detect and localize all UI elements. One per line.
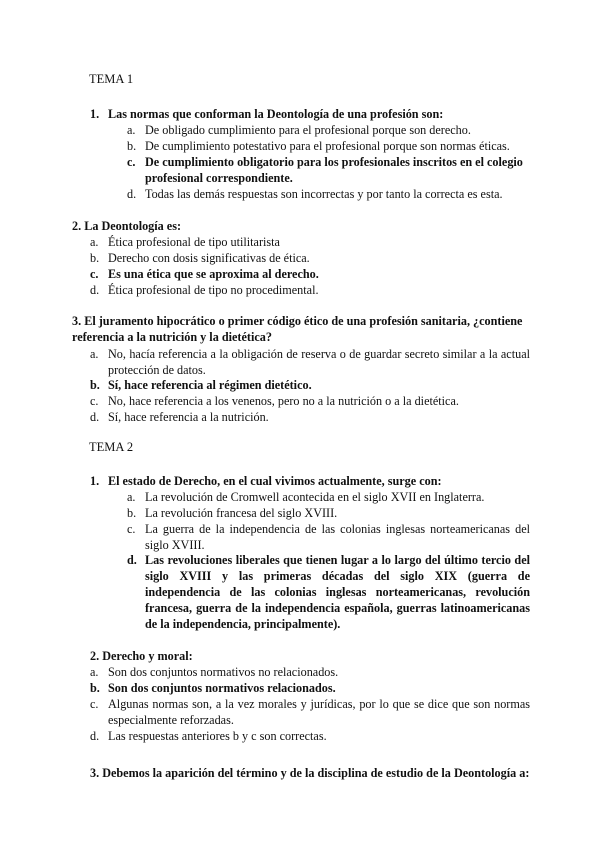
section-heading-tema-1: TEMA 1 xyxy=(89,72,134,86)
option-letter: a. xyxy=(90,235,99,249)
option-text: Son dos conjuntos normativos no relacionados. xyxy=(108,665,339,679)
option-letter: c. xyxy=(127,155,136,169)
option-letter: b. xyxy=(90,681,100,695)
option-letter: c. xyxy=(90,267,99,281)
option-letter: b. xyxy=(127,506,137,520)
option-text: De cumplimiento potestativo para el profesional porque son normas éticas. xyxy=(145,139,510,153)
option-text-correct: Es una ética que se aproxima al derecho. xyxy=(108,267,319,281)
option-text: Las respuestas anteriores b y c son correctas. xyxy=(108,729,327,743)
question-text: El estado de Derecho, en el cual vivimos actualmente, surge con: xyxy=(108,474,442,488)
option-text-correct: De cumplimiento obligatorio para los profesionales inscritos en el colegio profesional correspondiente. xyxy=(145,155,523,185)
option-letter: d. xyxy=(90,283,100,297)
option-letter: c. xyxy=(127,522,136,536)
option-text: Ética profesional de tipo no procedimental. xyxy=(108,283,319,297)
option-letter: b. xyxy=(90,251,100,265)
option-text: La revolución francesa del siglo XVIII. xyxy=(145,506,338,520)
option-text-correct: Son dos conjuntos normativos relacionados. xyxy=(108,681,336,695)
question-text: 2. Derecho y moral: xyxy=(90,649,193,663)
question-text: Las normas que conforman la Deontología de una profesión son: xyxy=(108,107,444,121)
option-text-correct: Sí, hace referencia al régimen dietético. xyxy=(108,378,312,392)
option-text: La guerra de la independencia de las colonias inglesas norteamericanas del siglo XVIII. xyxy=(145,522,530,552)
option-text: Todas las demás respuestas son incorrectas y por tanto la correcta es esta. xyxy=(145,187,503,201)
question-number: 1. xyxy=(90,474,100,488)
option-letter: b. xyxy=(127,139,137,153)
option-text: No, hacía referencia a la obligación de reserva o de guardar secreto similar a la actual protección de datos. xyxy=(108,347,530,377)
question-number: 1. xyxy=(90,107,100,121)
option-letter: a. xyxy=(127,490,136,504)
option-text-correct: Las revoluciones liberales que tienen lugar a lo largo del último tercio del siglo XVIII y las primeras décadas del siglo XIX (guerra de independencia de las colonias inglesas norteamericanas, revolución francesa, guerra de la independencia española, guerras latinoamericanas de la independencia, principalmente). xyxy=(145,553,530,631)
option-text: No, hace referencia a los venenos, pero no a la nutrición o a la dietética. xyxy=(108,394,459,408)
option-text: Ética profesional de tipo utilitarista xyxy=(108,235,280,249)
option-text: Algunas normas son, a la vez morales y jurídicas, por lo que se dice que son normas especialmente reforzadas. xyxy=(108,697,530,727)
option-letter: a. xyxy=(127,123,136,137)
option-letter: a. xyxy=(90,347,99,361)
option-letter: a. xyxy=(90,665,99,679)
option-text: Derecho con dosis significativas de ética. xyxy=(108,251,310,265)
option-letter: d. xyxy=(90,410,100,424)
option-letter: d. xyxy=(127,553,137,567)
question-text: 3. Debemos la aparición del término y de la disciplina de estudio de la Deontología a: xyxy=(90,766,530,780)
section-heading-tema-2: TEMA 2 xyxy=(89,440,134,454)
option-letter: d. xyxy=(127,187,137,201)
option-letter: c. xyxy=(90,697,99,711)
option-text: Sí, hace referencia a la nutrición. xyxy=(108,410,269,424)
question-text: 2. La Deontología es: xyxy=(72,219,182,233)
option-letter: c. xyxy=(90,394,99,408)
option-text: La revolución de Cromwell acontecida en el siglo XVII en Inglaterra. xyxy=(145,490,485,504)
option-letter: d. xyxy=(90,729,100,743)
option-letter: b. xyxy=(90,378,100,392)
question-text: 3. El juramento hipocrático o primer código ético de una profesión sanitaria, ¿contiene referencia a la nutrición y la dietética? xyxy=(72,314,523,344)
option-text: De obligado cumplimiento para el profesional porque son derecho. xyxy=(145,123,471,137)
